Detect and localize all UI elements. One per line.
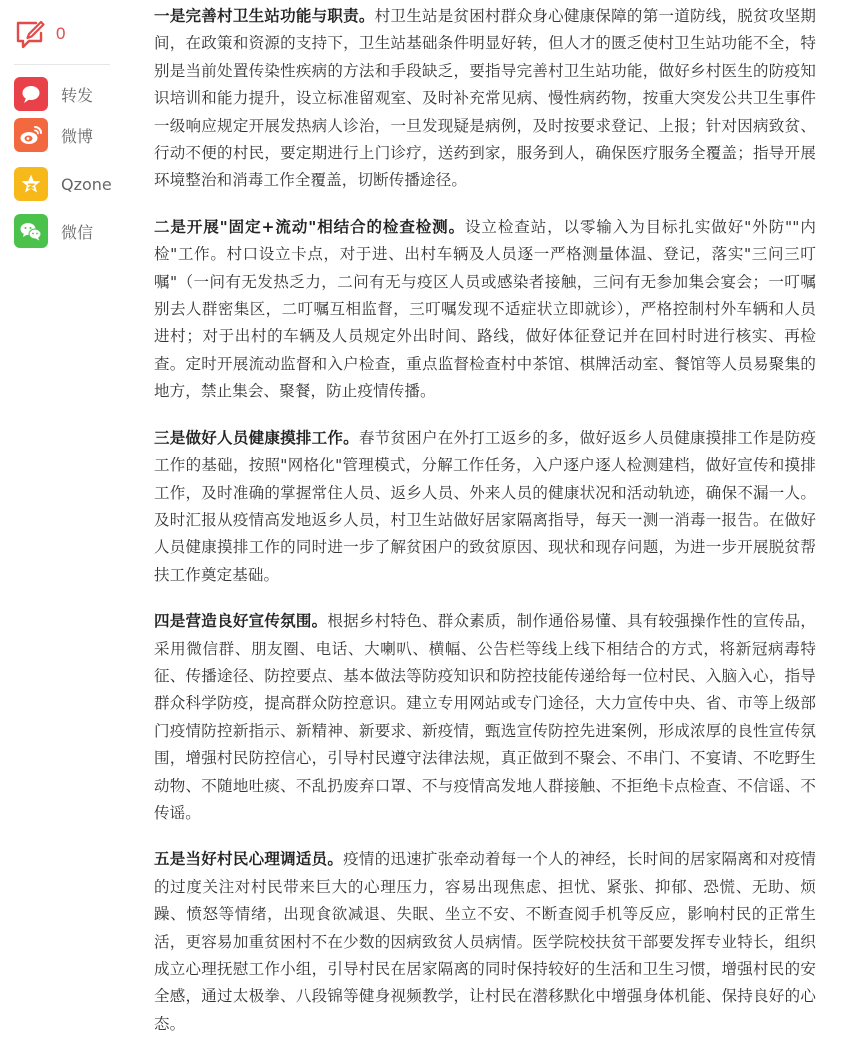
share-wechat-button[interactable]: [14, 214, 93, 248]
paragraph-text: 根据乡村特色、群众素质，制作通俗易懂、具有较强操作性的宣传品，采用微信群、朋友圈、电话、大喇叭、横幅、公告栏等线上线下相结合的方式，将新冠病毒特征、传播途径、防控要点、基本做法等防疫知识和防控技能传递给每一位村民、入脑入心，指导群众科学防疫，提高群众防控意识。建立专用网站或专门途径，大力宣传中央、省、市等上级部门疫情防控新指示、新精神、新要求、新疫情，甄选宣传防控先进案例，形成浓厚的良性宣传氛围，增强村民防控信心，引导村民遵守法律法规，真正做到不聚会、不串门、不宴请、不吃野生动物、不随地吐痰、不乱扔废弃口罩、不与疫情高发地人群接触、不拒绝卡点检查、不信谣、不传谣。: [154, 612, 817, 822]
comment-button[interactable]: [14, 18, 65, 50]
article-paragraph-5: [154, 846, 816, 1038]
article-paragraph-4: [154, 608, 816, 827]
speech-bubble-icon: [14, 77, 48, 111]
share-forward-button[interactable]: [14, 77, 93, 111]
paragraph-text: 春节贫困户在外打工返乡的多，做好返乡人员健康摸排工作是防疫工作的基础，按照"网格化"管理模式，分解工作任务，入户逐户逐人检测建档，做好宣传和摸排工作，及时准确的掌握常住人员、返乡人员、外来人员的健康状况和活动轨迹，确保不漏一人。及时汇报从疫情高发地返乡人员，村卫生站做好居家隔离指导，每天一测一消毒一报告。在做好人员健康摸排工作的同时进一步了解贫困户的致贫原因、现状和现存问题，为进一步开展脱贫帮扶工作奠定基础。: [154, 428, 816, 584]
article-paragraph-2: [154, 214, 816, 406]
share-qzone-button[interactable]: [14, 167, 112, 201]
paragraph-text: 设立检查站，以零输入为目标扎实做好"外防""内检"工作。村口设立卡点，对于进、出村车辆及人员逐一严格测量体温、登记，落实"三问三叮嘱"（一问有无发热乏力，二问有无与疫区人员或感染者接触，三问有无参加集会宴会；一叮嘱别去人群密集区，二叮嘱互相监督，三叮嘱发现不适症状立即就诊），严格控制村外车辆和人员进村；对于出村的车辆及人员规定外出时间、路线，做好体征登记并在回村时进行核实、再检查。定时开展流动监督和入户检查，重点监督检查村中茶馆、棋牌活动室、餐馆等人员易聚集的地方，禁止集会、聚餐，防止疫情传播。: [154, 217, 816, 401]
paragraph-heading: 四是营造良好宣传氛围。: [154, 612, 328, 631]
wechat-icon: [14, 214, 48, 248]
paragraph-heading: 一是完善村卫生站功能与职责。: [154, 7, 375, 25]
paragraph-heading: 三是做好人员健康摸排工作。: [154, 428, 359, 447]
share-weibo-button[interactable]: [14, 118, 93, 152]
paragraph-heading: 五是当好村民心理调适员。: [154, 850, 344, 869]
paragraph-text: 疫情的迅速扩张牵动着每一个人的神经，长时间的居家隔离和对疫情的过度关注对村民带来巨大的心理压力，容易出现焦虑、担忧、紧张、抑郁、恐慌、无助、烦躁、愤怒等情绪，出现食欲减退、失眠、坐立不安、不断查阅手机等反应，影响村民的正常生活，更容易加重贫困村不在少数的因病致贫人员病情。医学院校扶贫干部要发挥专业特长，组织成立心理抚慰工作小组，引导村民在居家隔离的同时保持较好的生活和卫生习惯，增强村民的安全感，通过太极拳、八段锦等健身视频教学，让村民在潜移默化中增强身体机能、保持良好的心态。: [154, 850, 816, 1033]
sidebar-divider: [14, 64, 110, 65]
paragraph-text: 村卫生站是贫困村群众身心健康保障的第一道防线，脱贫攻坚期间，在政策和资源的支持下，卫生站基础条件明显好转，但人才的匮乏使村卫生站功能不全，特别是当前处置传染性疾病的方法和手段缺乏，要指导完善村卫生站功能，做好乡村医生的防疫知识培训和能力提升，设立标准留观室、及时补充常见病、慢性病药物，按重大突发公共卫生事件一级响应规定开展发热病人诊治，一旦发现疑是病例，及时按要求登记、上报；针对因病致贫、行动不便的村民，要定期进行上门诊疗，送药到家，服务到人，确保医疗服务全覆盖；指导开展环境整治和消毒工作全覆盖，切断传播途径。: [154, 7, 816, 190]
article-paragraph-3: [154, 425, 816, 589]
share-forward-label: 转发: [61, 85, 94, 105]
comment-count: 0: [56, 24, 66, 43]
qzone-star-icon: [14, 167, 48, 201]
paragraph-heading: 二是开展"固定+流动"相结合的检查检测。: [154, 217, 466, 236]
share-wechat-label: 微信: [61, 222, 94, 242]
share-weibo-label: 微博: [61, 126, 94, 146]
article-body: [154, 3, 816, 1057]
share-qzone-label: Qzone: [61, 174, 112, 194]
comment-edit-icon: [14, 18, 46, 50]
weibo-icon: [14, 118, 48, 152]
article-paragraph-1: [154, 3, 816, 195]
